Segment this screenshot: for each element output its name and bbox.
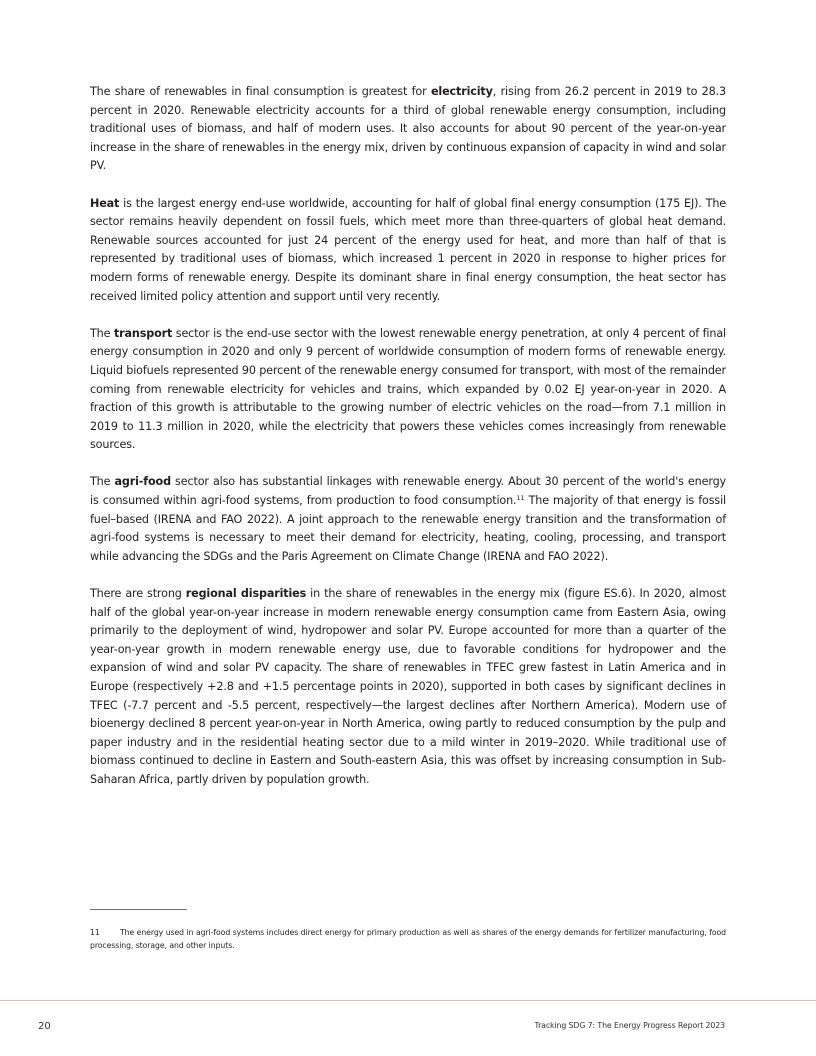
paragraph-transport: The transport sector is the end-use sector with the lowest renewable energy penetration, at only 4 percent of final energy consumption in 2020 and only 9 percent of worldwide consumption of modern forms of renewable energy. Liquid biofuels represented 90 percent of the renewable energy consumed for transport, with most of the remainder coming from renewable electricity for vehicles and trains, which expanded by 0.02 EJ year-on-year in 2020. A fraction of this growth is attributable to the growing number of electric vehicles on the road—from 7.1 million in 2019 to 11.3 million in 2020, while the electricity that powers these vehicles comes increasingly from renewable sources. (90, 326, 726, 452)
footnote-divider (90, 909, 187, 910)
footnote-reference[interactable]: 11 (516, 494, 525, 503)
report-title: Tracking SDG 7: The Energy Progress Report 2023 (534, 1021, 725, 1030)
footnote (90, 926, 726, 952)
paragraph-regional-disparities: There are strong regional disparities in the share of renewables in the energy mix (figure ES.6). In 2020, almost half of the global year-on-year increase in modern renewable energy consumption came from Eastern Asia, owing primarily to the deployment of wind, hydropower and solar PV. Europe accounted for more than a quarter of the year-on-year growth in modern renewable energy use, due to favorable conditions for hydropower and the expansion of wind and solar PV capacity. The share of renewables in TFEC grew fastest in Latin America and in Europe (respectively +2.8 and +1.5 percentage points in 2020), supported in both cases by significant declines in TFEC (-7.7 percent and -5.5 percent, respectively—the largest declines after Northern America). Modern use of bioenergy declined 8 percent year-on-year in North America, owing partly to reduced consumption by the pulp and paper industry and in the residential heating sector due to a mild winter in 2019–2020. While traditional use of biomass continued to decline in Eastern and South-eastern Asia, this was offset by increasing consumption in Sub-Saharan Africa, partly driven by population growth. (90, 587, 726, 786)
keyword-electricity: electricity (430, 85, 493, 98)
keyword-regional-disparities: regional disparities (185, 587, 307, 601)
keyword-transport: transport (113, 326, 173, 340)
footnote-number: 11 (90, 928, 100, 937)
page-number: 20 (38, 1021, 51, 1032)
paragraph-agri-food: The agri-food sector also has substantial linkages with renewable energy. About 30 percent of the world's energy is consumed within agri-food systems, from production to food consumption.$^{11}$ The majority of that energy is fossil fuel–based (IRENA and FAO 2022). A joint approach to the renewable energy transition and the transformation of agri-food systems is necessary to meet their demand for electricity, heating, cooling, processing, and transport while advancing the SDGs and the Paris Agreement on Climate Change (IRENA and FAO 2022). (90, 475, 727, 563)
keyword-agri-food: agri-food (114, 475, 171, 489)
footnote-text: The energy used in agri-food systems includes direct energy for primary production as well as shares of the energy demands for fertilizer manufacturing, food processing, storage, and other inputs. (90, 928, 726, 950)
body-text (90, 83, 726, 808)
footer-divider (0, 1000, 816, 1001)
paragraph-electricity: The share of renewables in final consumption is greatest for electricity, rising from 26.2 percent in 2019 to 28.3 percent in 2020. Renewable electricity accounts for a third of global renewable energy consumption, including traditional uses of biomass, and half of modern uses. It also accounts for about 90 percent of the year-on-year increase in the share of renewables in the energy mix, driven by continuous expansion of capacity in wind and solar PV. (90, 85, 726, 173)
keyword-heat: Heat (90, 196, 120, 210)
paragraph-heat: Heat is the largest energy end-use worldwide, accounting for half of global final energy consumption (175 EJ). The sector remains heavily dependent on fossil fuels, which meet more than three-quarters of global heat demand. Renewable sources accounted for just 24 percent of the energy used for heat, and more than half of that is represented by traditional uses of biomass, which increased 1 percent in 2020 in response to higher prices for modern forms of renewable energy. Despite its dominant share in final energy consumption, the heat sector has received limited policy attention and support until very recently. (90, 196, 726, 303)
